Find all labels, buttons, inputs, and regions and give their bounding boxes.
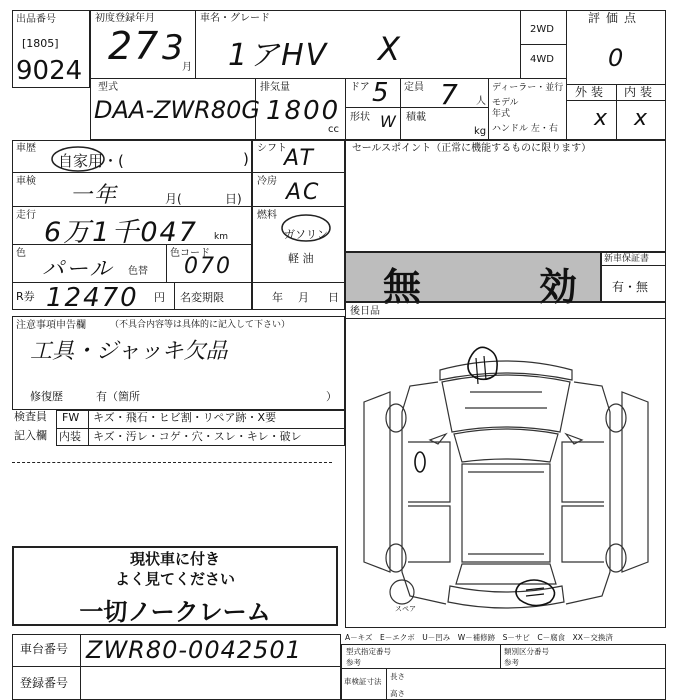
- dim-label: 車検証寸法: [344, 677, 382, 686]
- int-check-label: 内装: [59, 430, 81, 443]
- ext-value: x: [594, 106, 610, 131]
- disclaimer-line-3: 一切ノークレーム: [79, 598, 271, 626]
- mileage-unit: km: [214, 232, 228, 242]
- chassis-label: 車台番号: [20, 642, 69, 656]
- lot-label: 出品番号: [16, 14, 56, 25]
- model-label: 型式: [98, 82, 118, 93]
- model-value: DAA-ZWR80G: [94, 96, 260, 124]
- repair-close: ）: [326, 390, 337, 403]
- fuel-circle: [280, 210, 332, 242]
- fuel-value: ガソリン: [284, 228, 328, 241]
- drive-2wd: 2WD: [530, 24, 554, 35]
- chassis-value: ZWR80-0042501: [86, 636, 302, 664]
- recycle-value: 12470: [46, 283, 139, 313]
- mileage-label: 走行: [16, 210, 36, 221]
- handle-label: ハンドル 左・右: [492, 124, 558, 134]
- divider: [520, 44, 566, 45]
- len-label: 長さ: [390, 672, 405, 681]
- divider: [566, 100, 666, 101]
- divider: [345, 107, 488, 108]
- displacement-label: 排気量: [260, 82, 290, 93]
- model-year-label: モデル年式: [492, 98, 519, 119]
- ac-label: 冷房: [257, 176, 277, 187]
- divider: [386, 668, 387, 700]
- color-code-label: 色コード: [170, 248, 210, 259]
- after-date-label: 後日品: [350, 306, 380, 317]
- divider: [12, 666, 341, 667]
- car-diagram: [350, 322, 662, 622]
- int-label: 内装: [624, 85, 657, 99]
- divider: [345, 78, 346, 140]
- score-label: 評価点: [588, 11, 643, 25]
- inspector-label-2: 記入欄: [14, 429, 47, 442]
- load-unit: kg: [474, 126, 487, 137]
- divider: [56, 428, 345, 429]
- int-check-text: キズ・汚レ・コゲ・穴・スレ・キレ・破レ: [93, 430, 302, 443]
- mileage-value: 6万1千047: [44, 217, 198, 248]
- divider: [12, 172, 252, 173]
- divider: [616, 84, 617, 140]
- first-reg-month: 3: [162, 28, 186, 68]
- divider: [500, 644, 501, 668]
- int-value: x: [634, 106, 650, 131]
- car-name: 1アHV: [228, 38, 329, 73]
- divider: [252, 172, 345, 173]
- disclaimer-line-1: 現状車に付き: [129, 550, 220, 568]
- dealer-label: ディーラー・並行: [492, 83, 564, 93]
- invalid-stamp-text: 無 効: [383, 265, 618, 309]
- height-label: 高さ: [390, 689, 405, 698]
- divider: [12, 206, 252, 207]
- capacity-value: 7: [440, 78, 460, 111]
- disclaimer-line-2: よく見てください: [114, 570, 235, 588]
- lot-number: 9024: [16, 56, 83, 86]
- name-change-month: 月: [298, 291, 309, 304]
- legend: A－キズ E－エクボ U－凹み W－補修跡 S－サビ C－腐食 XX－交換済: [345, 633, 613, 642]
- notes-value: 工具・ジャッキ欠品: [30, 339, 228, 364]
- recycle-label: R券: [16, 290, 35, 303]
- capacity-unit: 人: [476, 96, 486, 107]
- name-change-label: 名変期限: [180, 291, 224, 304]
- dashed-rule: [12, 462, 332, 463]
- registration-label: 登録番号: [20, 676, 69, 690]
- divider: [400, 78, 401, 140]
- sales-point-label: セールスポイント（正常に機能するものに限ります）: [352, 143, 592, 154]
- load-label: 積載: [406, 112, 426, 123]
- lot-code: [1805]: [22, 37, 59, 50]
- car-label: 車名・グレード: [200, 13, 270, 24]
- notes-label: 注意事項申告欄: [16, 320, 86, 331]
- ac-value: AC: [286, 180, 321, 205]
- divider: [345, 318, 666, 319]
- recycle-unit: 円: [154, 291, 165, 304]
- divider: [88, 410, 89, 446]
- new-warranty-label: 新車保証書: [604, 254, 650, 264]
- color-code-value: 070: [184, 254, 232, 279]
- drive-4wd: 4WD: [530, 54, 554, 65]
- history-label: 車歴: [16, 143, 36, 154]
- color-value: パール: [42, 257, 114, 282]
- ext-label: 外装: [575, 85, 608, 99]
- divider: [341, 668, 666, 669]
- divider: [252, 206, 345, 207]
- inspector-label-1: 検査員: [14, 410, 47, 423]
- name-change-year: 年: [272, 291, 283, 304]
- doors-value: 5: [372, 78, 391, 108]
- doors-label: ドア: [350, 82, 370, 93]
- new-warranty-value: 有・無: [612, 280, 649, 294]
- shape-value: W: [380, 112, 398, 131]
- shape-label: 形状: [350, 112, 370, 123]
- name-change-day: 日: [328, 291, 339, 304]
- bottom-col2: 類別区分番号 参考: [504, 647, 549, 667]
- first-reg-year: 27: [108, 24, 161, 68]
- inspection-label: 車検: [16, 176, 36, 187]
- notes-hint: （不具合内容等は具体的に記入して下さい）: [110, 320, 291, 330]
- divider: [80, 634, 81, 700]
- divider: [488, 78, 489, 140]
- fuel-label: 燃料: [257, 210, 277, 221]
- history-circle: [52, 146, 112, 172]
- inspection-month: 月(: [165, 192, 182, 206]
- divider: [195, 10, 196, 78]
- repair-label: 修復歴: [30, 390, 63, 403]
- fuel-alt: 軽 油: [288, 252, 314, 265]
- spare-label: スペア: [395, 605, 416, 613]
- history-close: ): [243, 150, 249, 168]
- fw-label: FW: [62, 411, 80, 424]
- sales-point-box: [345, 140, 666, 252]
- inspection-value: 一年: [70, 183, 119, 208]
- displacement-unit: cc: [328, 124, 339, 135]
- displacement-value: 1800: [266, 96, 341, 126]
- shift-value: AT: [284, 146, 315, 171]
- divider: [601, 265, 666, 266]
- divider: [90, 78, 566, 79]
- capacity-label: 定員: [404, 82, 424, 93]
- first-reg-month-unit: 月: [182, 62, 192, 73]
- divider: [166, 244, 167, 282]
- inspection-day: 日): [225, 192, 242, 206]
- car-grade: X: [378, 30, 402, 68]
- first-reg-label: 初度登録年月: [95, 13, 155, 24]
- color-change-label: 色替: [128, 266, 148, 277]
- color-label: 色: [16, 248, 26, 259]
- bottom-col1: 型式指定番号 参考: [346, 647, 391, 667]
- history-value: 自家用・(: [58, 152, 124, 170]
- repair-value: 有（箇所: [96, 390, 140, 403]
- shift-label: シフト: [257, 143, 287, 154]
- fw-text: キズ・飛石・ヒビ割・リペア跡・X要: [93, 411, 277, 424]
- score-value: 0: [608, 44, 626, 72]
